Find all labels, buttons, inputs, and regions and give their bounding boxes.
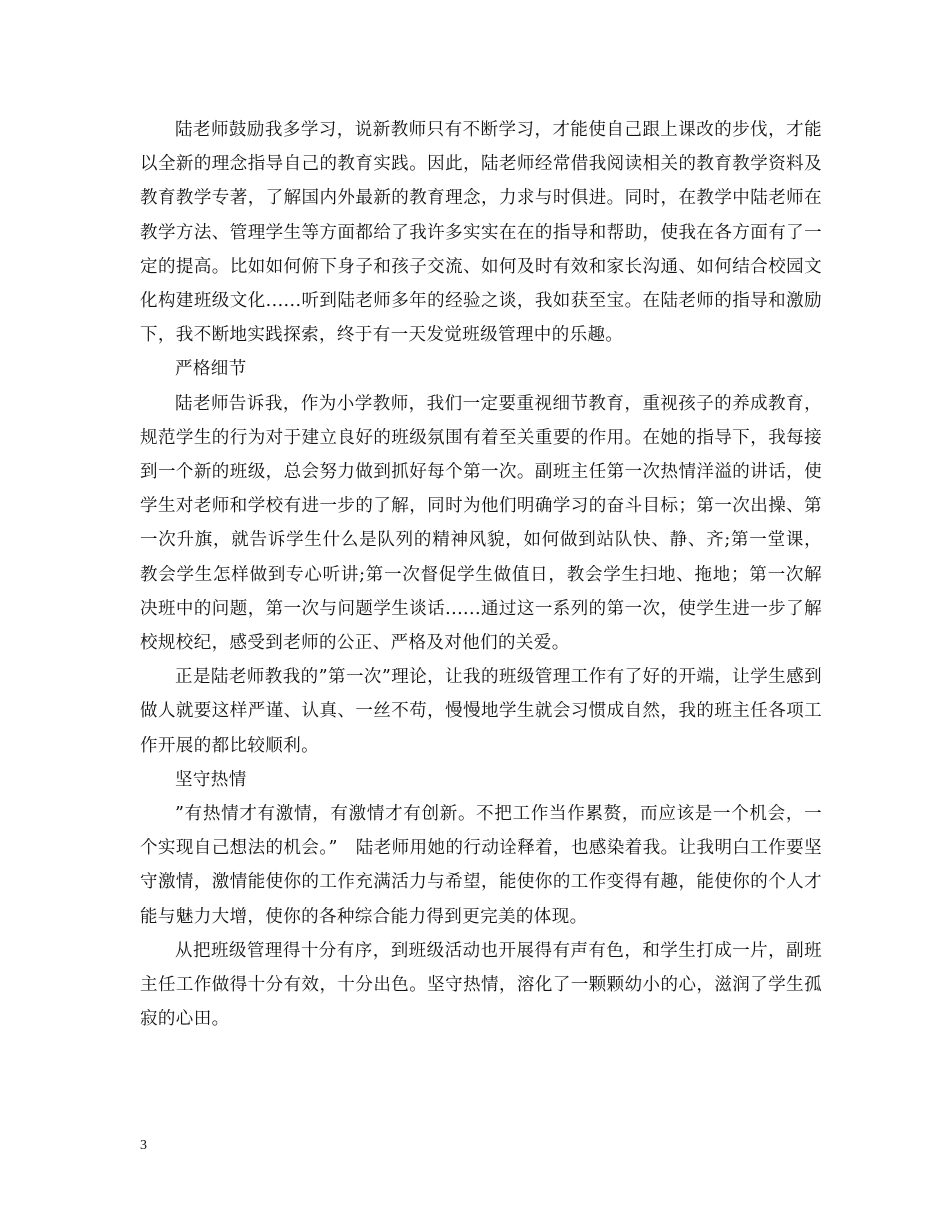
section-heading-strict-details: 严格细节 <box>175 359 247 380</box>
paragraph-class-management: 从把班级管理得十分有序，到班级活动也开展得有声有色，和学生打成一片，副班主任工作做得十分有效，十分出色。坚守热情，溶化了一颗颗幼小的心，滋润了学生孤寂的心田。 <box>140 940 822 1030</box>
paragraph-first-time-theory: 正是陆老师教我的”第一次”理论，让我的班级管理工作有了好的开端，让学生感到做人就要这样严谨、认真、一丝不苟，慢慢地学生就会习惯成自然，我的班主任各项工作开展的都比较顺利。 <box>140 667 822 756</box>
paragraph-passion-quote: ”有热情才有激情，有激情才有创新。不把工作当作累赘，而应该是一个机会，一个实现自己想法的机会。” 陆老师用她的行动诠释着，也感染着我。让我明白工作要坚守激情，激情能使你的工作充满活力与希望，能使你的工作变得有趣，能使你的个人才能与魅力大增，使你的各种综合能力得到更完美的体现。 <box>140 804 822 927</box>
section-heading-keep-passion: 坚守热情 <box>175 769 247 790</box>
page-number: 3 <box>140 1138 147 1153</box>
paragraph-learning: 陆老师鼓励我多学习，说新教师只有不断学习，才能使自己跟上课改的步伐，才能以全新的理念指导自己的教育实践。因此，陆老师经常借我阅读相关的教育教学资料及教育教学专著，了解国内外最新的教育理念，力求与时俱进。同时，在教学中陆老师在教学方法、管理学生等方面都给了我许多实实在在的指导和帮助，使我在各方面有了一定的提高。比如如何俯下身子和孩子交流、如何及时有效和家长沟通、如何结合校园文化构建班级文化......听到陆老师多年的经验之谈，我如获至宝。在陆老师的指导和激励下，我不断地实践探索，终于有一天发觉班级管理中的乐趣。 <box>140 120 822 346</box>
document-body <box>140 113 822 1036</box>
paragraph-details-education: 陆老师告诉我，作为小学教师，我们一定要重视细节教育，重视孩子的养成教育，规范学生的行为对于建立良好的班级氛围有着至关重要的作用。在她的指导下，我每接到一个新的班级，总会努力做到抓好每个第一次。副班主任第一次热情洋溢的讲话，使学生对老师和学校有进一步的了解，同时为他们明确学习的奋斗目标；第一次出操、第一次升旗，就告诉学生什么是队列的精神风貌，如何做到站队快、静、齐;第一堂课，教会学生怎样做到专心听讲;第一次督促学生做值日，教会学生扫地、拖地；第一次解决班中的问题，第一次与问题学生谈话......通过这一系列的第一次，使学生进一步了解校规校纪，感受到老师的公正、严格及对他们的关爱。 <box>140 393 822 654</box>
